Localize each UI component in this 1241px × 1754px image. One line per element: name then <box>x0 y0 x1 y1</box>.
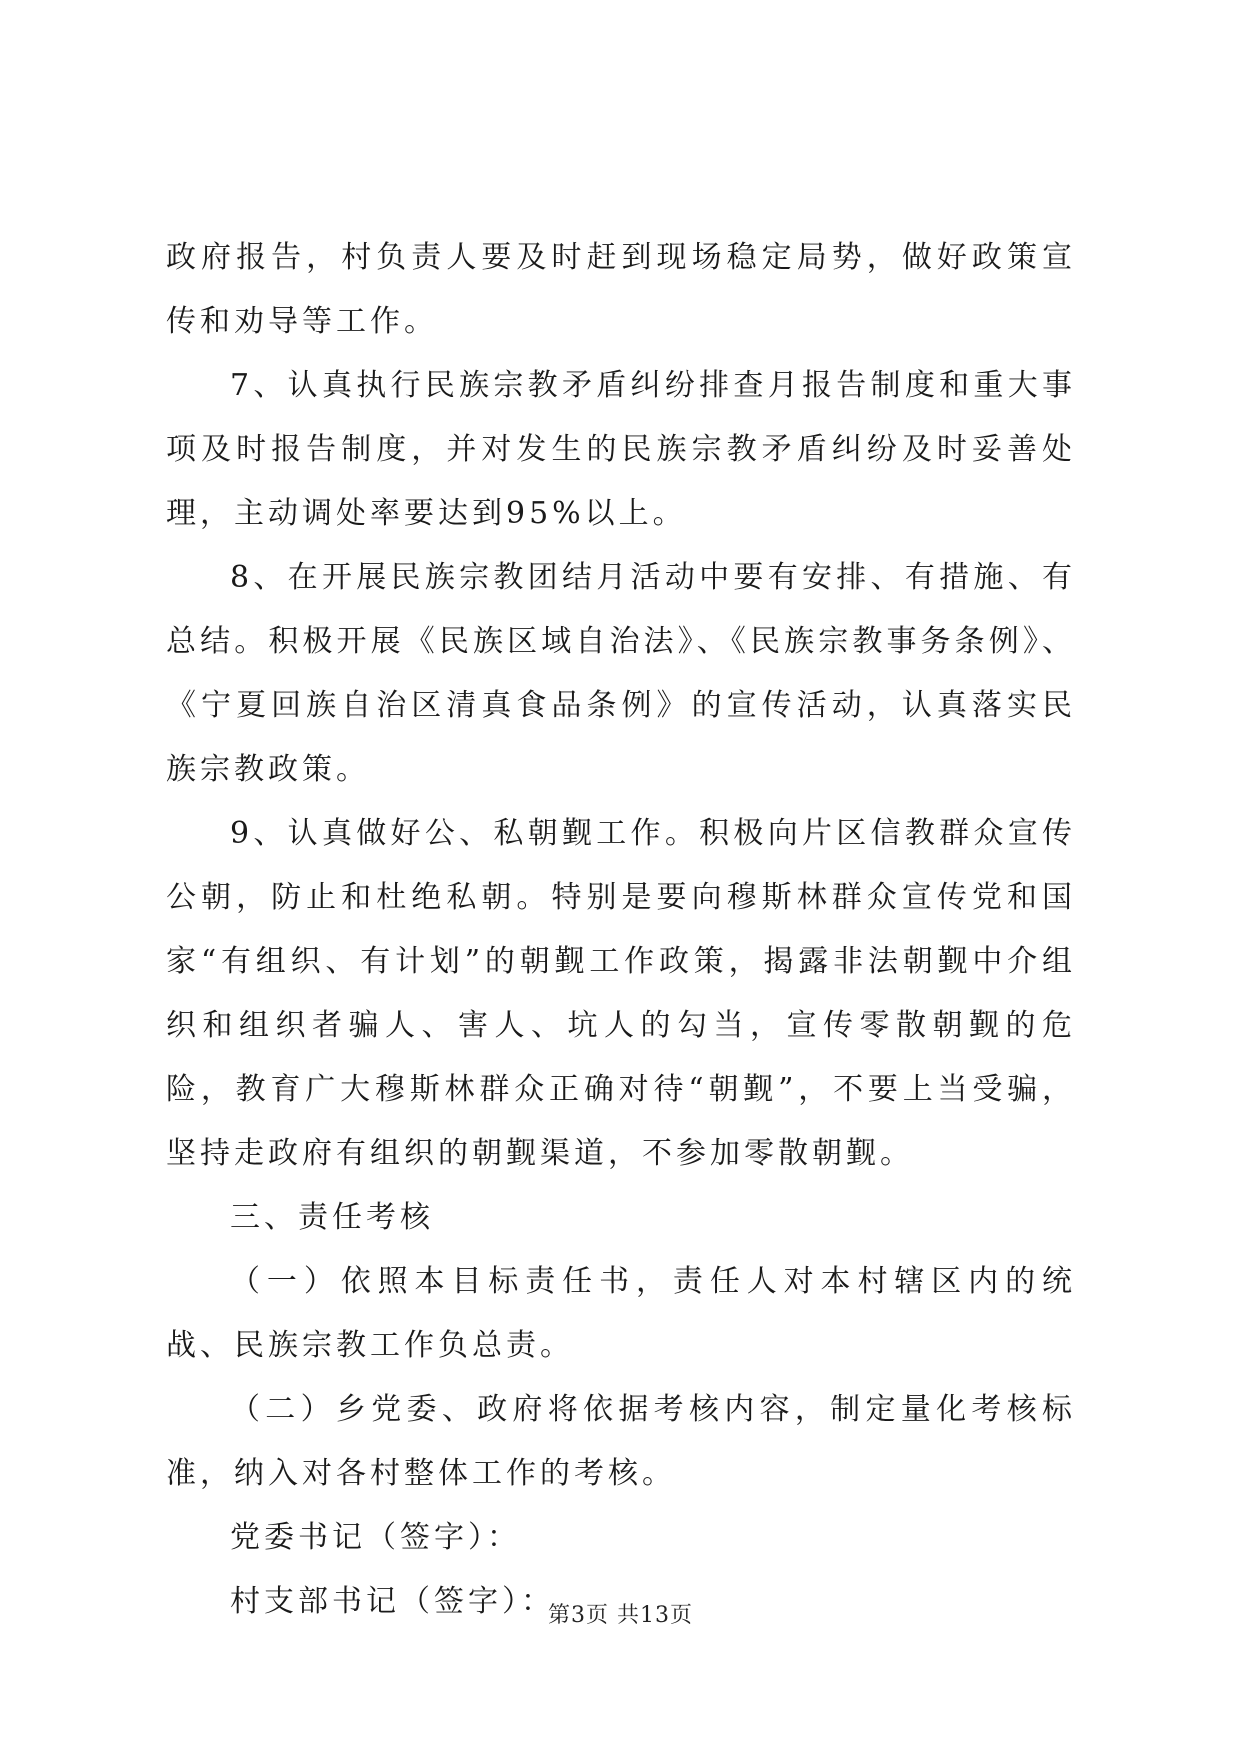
signature-village-secretary: 村支部书记（签字）： <box>230 1584 555 1619</box>
signature-party-secretary: 党委书记（签字）： <box>230 1520 521 1555</box>
paragraph-sub-1: （一）依照本目标责任书，责任人对本村辖区内的统战、民族宗教工作负总责。 <box>166 1264 1076 1363</box>
paragraph-item-8: 8、在开展民族宗教团结月活动中要有安排、有措施、有总结。积极开展《民族区域自治法》、《民族宗教事务条例》、《宁夏回族自治区清真食品条例》的宣传活动，认真落实民族宗教政策。 <box>166 560 1076 787</box>
paragraph-item-9: 9、认真做好公、私朝觐工作。积极向片区信教群众宣传公朝，防止和杜绝私朝。特别是要向穆斯林群众宣传党和国家“有组织、有计划”的朝觐工作政策，揭露非法朝觐中介组织和组织者骗人、害人、坑人的勾当，宣传零散朝觐的危险，教育广大穆斯林群众正确对待“朝觐”，不要上当受骗，坚持走政府有组织的朝觐渠道，不参加零散朝觐。 <box>166 816 1076 1171</box>
paragraph-sub-2: （二）乡党委、政府将依据考核内容，制定量化考核标准，纳入对各村整体工作的考核。 <box>166 1392 1076 1491</box>
document-body <box>166 226 1076 1634</box>
page-number-footer: 第3页 共13页 <box>548 1603 693 1628</box>
section-heading-responsibility: 三、责任考核 <box>230 1200 434 1235</box>
paragraph-item-7: 7、认真执行民族宗教矛盾纠纷排查月报告制度和重大事项及时报告制度，并对发生的民族宗教矛盾纠纷及时妥善处理，主动调处率要达到95%以上。 <box>166 368 1076 531</box>
paragraph-continuation: 政府报告，村负责人要及时赶到现场稳定局势，做好政策宣传和劝导等工作。 <box>166 240 1076 339</box>
